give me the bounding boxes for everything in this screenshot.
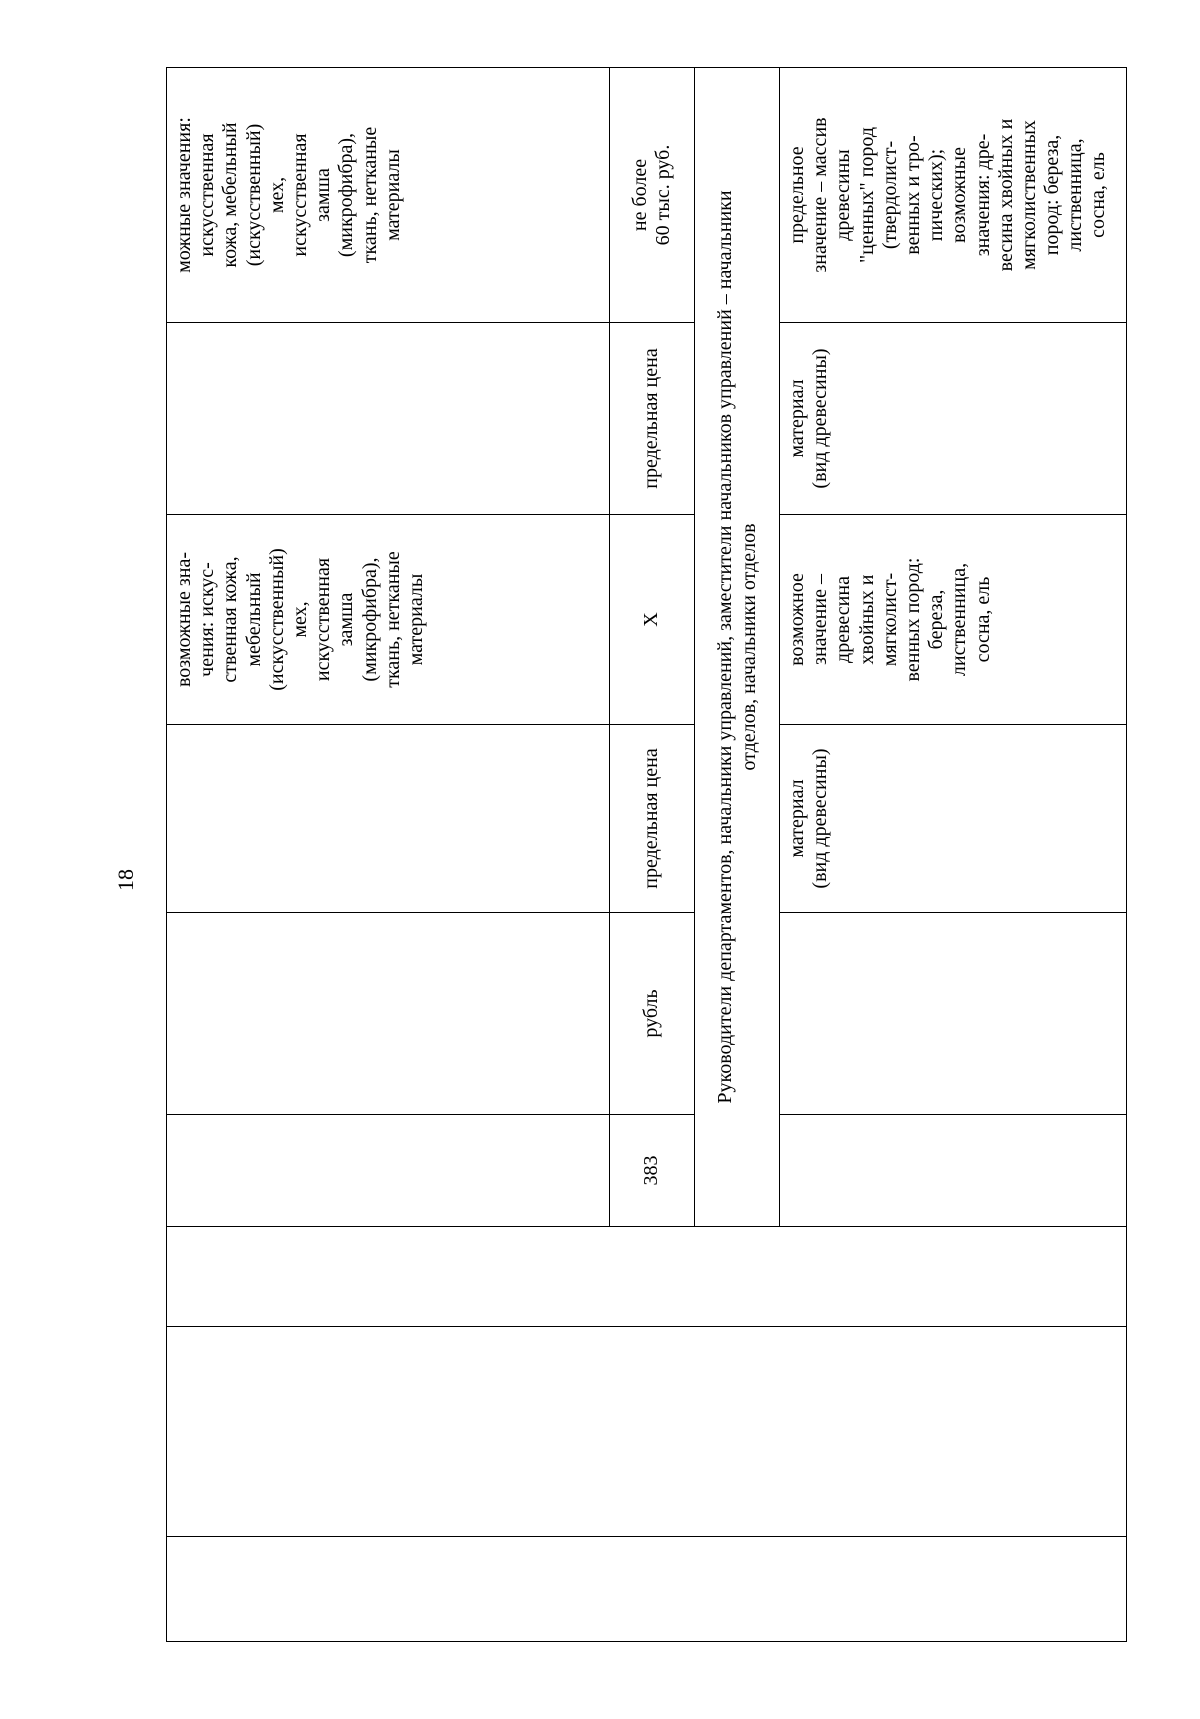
table-cell-price-value: не более 60 тыс. руб.: [610, 68, 695, 323]
table-cell-material-label: материал (вид древесины): [780, 725, 1127, 913]
table-cell-empty: [780, 1115, 1127, 1227]
table-cell-price-label: предельная цена: [610, 725, 695, 913]
table-cell-empty: [167, 725, 610, 913]
table-cell-empty: [167, 1327, 1127, 1537]
table-cell-empty: [167, 323, 610, 515]
table-cell-upholstery-values: можные значения: искусственная кожа, мебельный (искусственный) мех, искусственная замша (микрофибра), ткань, нетканые материалы: [167, 68, 610, 323]
table-cell-price-label: предельная цена: [610, 323, 695, 515]
specification-table: [166, 67, 1127, 1642]
rotated-table-container: [166, 68, 1110, 1642]
table-cell-upholstery-options: возможные зна- чения: искус- ственная кожа, мебельный (искусственный) мех, искусственная замша (микрофибра), ткань, нетканые материалы: [167, 515, 610, 725]
table-section-header: Руководители департаментов, начальники управлений, заместители начальников управлений – начальники отделов, начальники отделов: [695, 68, 780, 1227]
table-cell-material-values: предельное значение – массив древесины "ценных" пород (твердолист- венных и тро- пических); возможные значения: дре- весина хвойных и мягколиственных пород: береза, лиственница, сосна, ель: [780, 68, 1127, 323]
table-cell-material-options: возможное значение – древесина хвойных и мягколист- венных пород: береза, лиственница, сосна, ель: [780, 515, 1127, 725]
table-cell-empty: [167, 1115, 610, 1227]
table-row: [167, 68, 610, 1642]
table-cell-empty: [167, 913, 610, 1115]
table-cell-unit: рубль: [610, 913, 695, 1115]
page-number: 18: [113, 869, 138, 891]
table-cell-code: 383: [610, 1115, 695, 1227]
table-cell-material-label: материал (вид древесины): [780, 323, 1127, 515]
table-cell-price-value: X: [610, 515, 695, 725]
table-cell-empty: [780, 913, 1127, 1115]
table-cell-empty: [167, 1227, 1127, 1327]
table-cell-empty: [167, 1537, 1127, 1642]
